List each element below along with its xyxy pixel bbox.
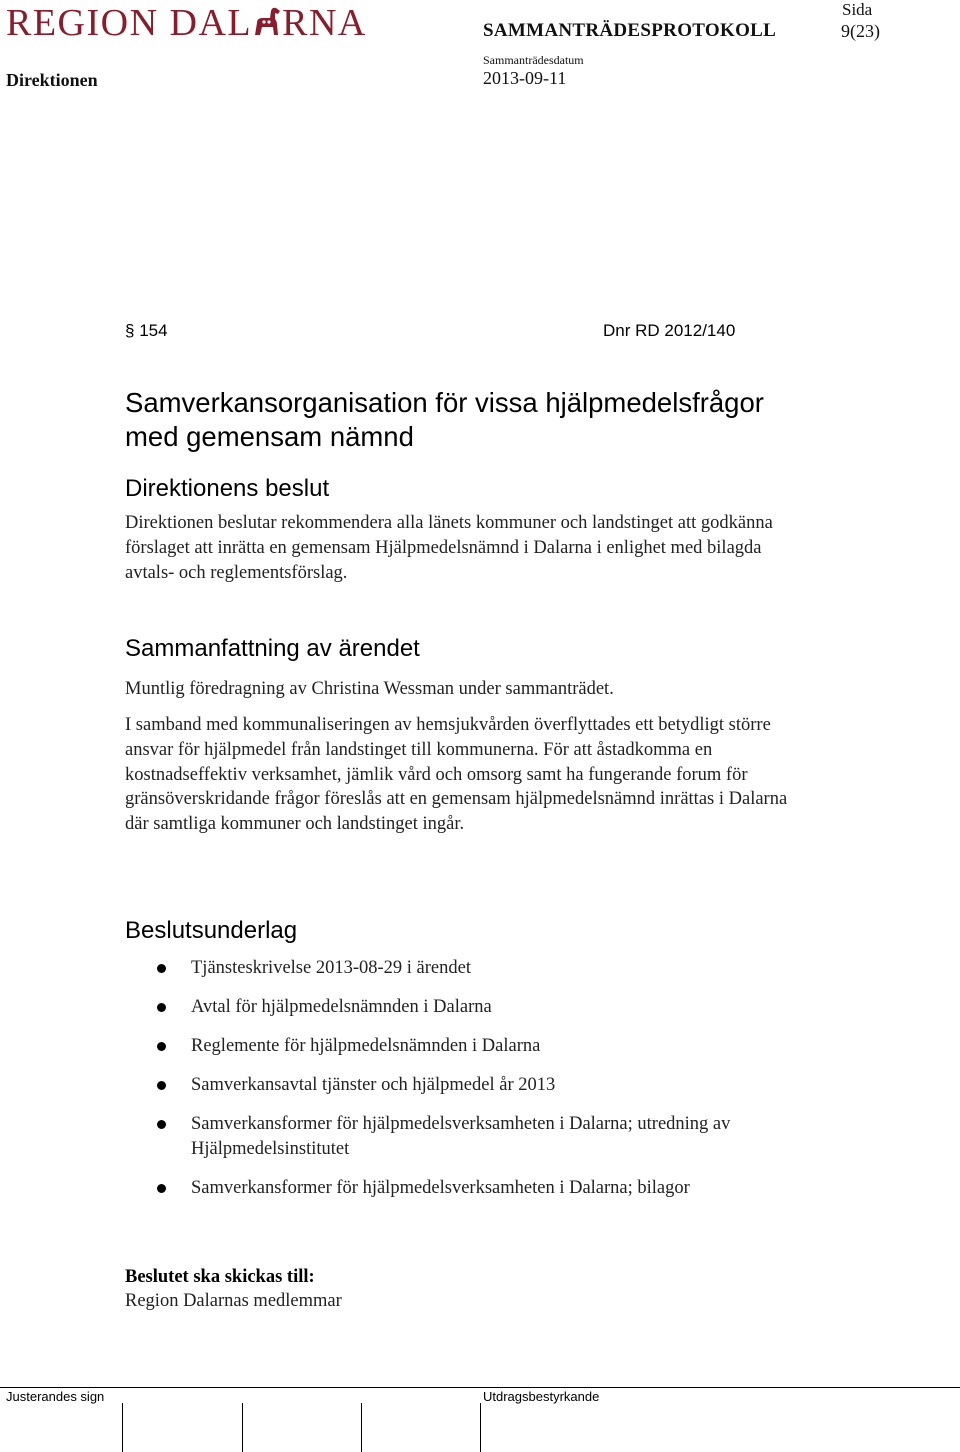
bullet-icon: [157, 964, 166, 973]
list-item: [125, 1176, 825, 1201]
list-item: [125, 995, 825, 1020]
bullet-icon: [157, 1042, 166, 1051]
signature-box-divider: [122, 1403, 123, 1452]
list-item-text: Avtal för hjälpmedelsnämnden i Dalarna: [191, 996, 492, 1017]
page-number: 9(23): [841, 21, 880, 41]
decision-text: Direktionen beslutar rekommendera alla länets kommuner och landstinget att godkänna förslaget att inrätta en gemensam Hjälpmedelsnämnd i Dalarna i enlighet med bilagda avtals- och reglementsförslag.: [125, 513, 773, 583]
basis-heading: Beslutsunderlag: [125, 917, 298, 944]
meeting-date: 2013-09-11: [483, 68, 567, 88]
signature-box-divider: [242, 1403, 243, 1452]
list-item-text: Reglemente för hjälpmedelsnämnden i Dalarna: [191, 1035, 541, 1056]
bullet-icon: [157, 1081, 166, 1090]
meeting-date-label: Sammanträdesdatum: [483, 53, 584, 67]
logo-text-end: RNA: [282, 2, 367, 44]
department-name: Direktionen: [6, 70, 98, 90]
paragraph-symbol: §: [125, 321, 135, 340]
list-item-text: Samverkansformer för hjälpmedelsverksamheten i Dalarna; utredning av Hjälpmedelsinstitutet: [191, 1113, 731, 1159]
list-item: [125, 1073, 825, 1098]
document-type: SAMMANTRÄDESPROTOKOLL: [483, 20, 777, 41]
diary-number: Dnr RD 2012/140: [603, 321, 736, 340]
send-to-recipients: Region Dalarnas medlemmar: [125, 1291, 342, 1311]
list-item: [125, 1034, 825, 1059]
dala-horse-icon: [252, 5, 282, 48]
list-item-text: Tjänsteskrivelse 2013-08-29 i ärendet: [191, 958, 471, 978]
page-title: Samverkansorganisation för vissa hjälpmedelsfrågor med gemensam nämnd: [125, 387, 764, 452]
paragraph-number-value: 154: [139, 321, 168, 340]
bullet-icon: [157, 1003, 166, 1012]
footer-divider: [0, 1387, 960, 1388]
page-label: Sida: [842, 0, 873, 19]
logo-text-start: REGION DAL: [6, 2, 253, 44]
list-item-text: Samverkansformer för hjälpmedelsverksamheten i Dalarna; bilagor: [191, 1177, 690, 1198]
summary-paragraph-2: I samband med kommunaliseringen av hemsjukvården överflyttades ett betydligt större ansvar för hjälpmedel från landstinget till kommunerna. För att åstadkomma en kostnadseffektiv verksamhet, jämlik vård och omsorg samt ha fungerande forum för gränsöverskridande frågor föreslås att en gemensam hjälpmedelsnämnd inrättas i Dalarna där samtliga kommuner och landstinget ingår.: [125, 715, 788, 835]
basis-list: [125, 956, 825, 1215]
list-item: [125, 956, 825, 981]
decision-heading: Direktionens beslut: [125, 475, 330, 502]
summary-paragraph-1: Muntlig föredragning av Christina Wessman under sammanträdet.: [125, 679, 614, 699]
list-item-text: Samverkansavtal tjänster och hjälpmedel år 2013: [191, 1074, 556, 1095]
summary-heading: Sammanfattning av ärendet: [125, 635, 420, 662]
signature-box-divider: [361, 1403, 362, 1452]
send-to-label: Beslutet ska skickas till:: [125, 1267, 315, 1287]
region-dalarna-logo: [6, 2, 367, 48]
list-item: [125, 1112, 825, 1162]
signature-box-divider: [480, 1403, 481, 1452]
bullet-icon: [157, 1120, 166, 1129]
signature-label: Justerandes sign: [6, 1389, 105, 1404]
paragraph-number: [125, 321, 168, 341]
certification-label: Utdragsbestyrkande: [483, 1389, 600, 1404]
bullet-icon: [157, 1184, 166, 1193]
